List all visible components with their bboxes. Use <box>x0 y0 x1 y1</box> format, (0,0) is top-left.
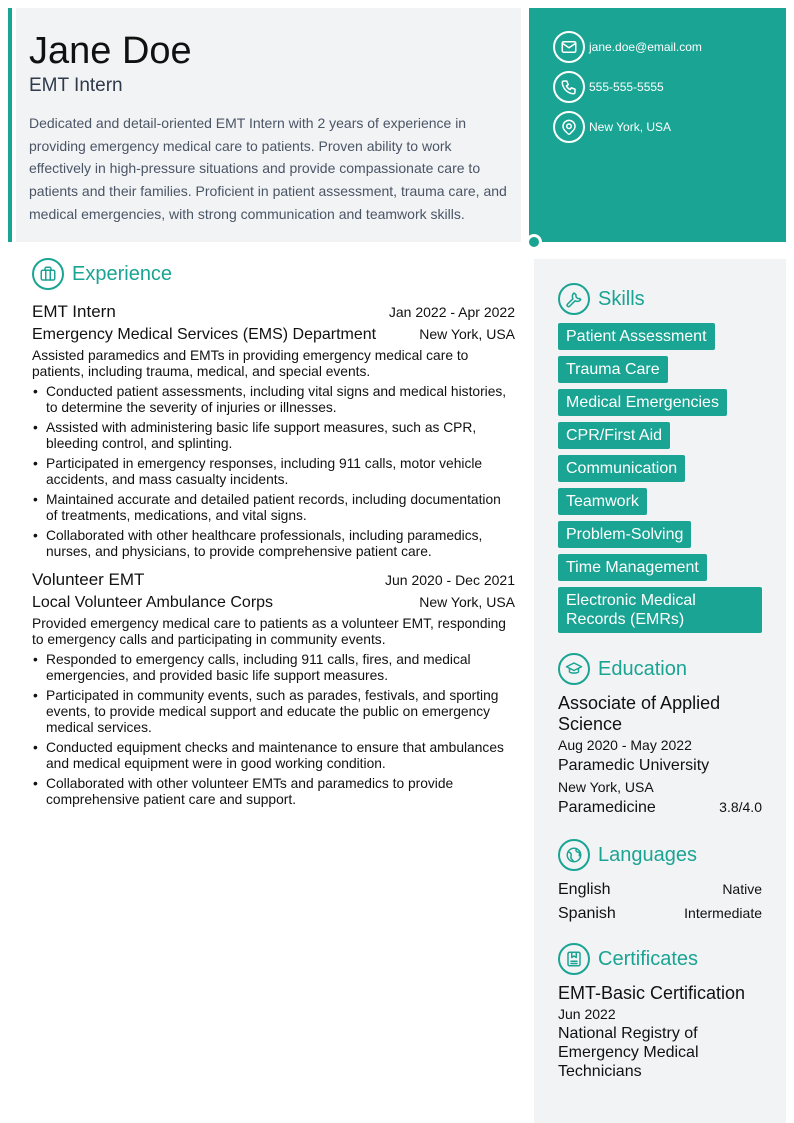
phone-icon <box>553 71 585 103</box>
job-title: EMT Intern <box>32 302 116 321</box>
certificate-name: EMT-Basic Certification <box>558 983 746 1003</box>
skills-section <box>558 283 762 639</box>
skill-tag: CPR/First Aid <box>558 422 670 449</box>
header-dot-ornament <box>526 234 542 250</box>
certificate-date: Jun 2022 <box>558 1006 616 1022</box>
certificates-section <box>558 943 762 1081</box>
certificates-title: Certificates <box>598 947 699 970</box>
job-location: New York, USA <box>419 594 515 610</box>
email-text: jane.doe@email.com <box>589 40 702 54</box>
languages-heading <box>558 839 762 871</box>
experience-title: Experience <box>72 262 173 285</box>
certificate-issuer: National Registry of Emergency Medical Technicians <box>558 1025 699 1080</box>
graduation-cap-icon <box>558 653 590 685</box>
map-pin-icon <box>553 111 585 143</box>
skill-tag: Problem-Solving <box>558 521 691 548</box>
language-row <box>558 879 762 901</box>
school-location: New York, USA <box>558 779 654 795</box>
language-level: Intermediate <box>684 905 762 921</box>
experience-heading <box>32 258 515 290</box>
skill-tag: Medical Emergencies <box>558 389 727 416</box>
location-text: New York, USA <box>589 120 672 134</box>
contact-email[interactable] <box>553 31 786 63</box>
job-bullet: • Maintained accurate and detailed patient records, including documentation of treatments, medications, and vital signs. <box>46 492 515 524</box>
skills-list <box>558 323 762 639</box>
phone-text: 555-555-5555 <box>589 80 664 94</box>
language-name: Spanish <box>558 905 616 922</box>
candidate-name: Jane Doe <box>29 30 192 72</box>
globe-icon <box>558 839 590 871</box>
job-bullet: • Participated in community events, such as parades, festivals, and sporting events, to provide medical support and educate the public on emergency medical services. <box>46 688 515 736</box>
education-dates: Aug 2020 - May 2022 <box>558 737 692 753</box>
language-level: Native <box>722 881 762 897</box>
field-of-study: Paramedicine <box>558 799 656 816</box>
job-entry <box>32 568 515 808</box>
job-location: New York, USA <box>419 326 515 342</box>
skill-tag: Time Management <box>558 554 707 581</box>
job-bullet: • Responded to emergency calls, including 911 calls, fires, and medical emergencies, and provided basic life support measures. <box>46 652 515 684</box>
languages-section <box>558 839 762 925</box>
languages-title: Languages <box>598 843 697 866</box>
job-dates: Jun 2020 - Dec 2021 <box>385 572 515 588</box>
skill-tag: Trauma Care <box>558 356 668 383</box>
experience-section <box>32 258 515 812</box>
school-name: Paramedic University <box>558 757 710 774</box>
sidebar <box>534 259 786 1123</box>
wrench-icon <box>558 283 590 315</box>
job-organization: Emergency Medical Services (EMS) Department <box>32 326 377 343</box>
skill-tag: Patient Assessment <box>558 323 715 350</box>
job-entry <box>32 300 515 560</box>
job-bullet: • Collaborated with other healthcare professionals, including paramedics, nurses, and physicians, to provide comprehensive patient care. <box>46 528 515 560</box>
job-dates: Jan 2022 - Apr 2022 <box>388 304 515 320</box>
education-title: Education <box>598 657 687 680</box>
envelope-icon <box>553 31 585 63</box>
contact-location <box>553 111 786 143</box>
skill-tag: Teamwork <box>558 488 647 515</box>
job-bullets <box>32 652 515 808</box>
language-name: English <box>558 881 611 898</box>
education-section <box>558 653 762 819</box>
gpa: 3.8/4.0 <box>719 799 762 815</box>
contact-panel <box>529 8 786 242</box>
certificate-icon <box>558 943 590 975</box>
certificates-heading <box>558 943 762 975</box>
summary: Dedicated and detail-oriented EMT Intern with 2 years of experience in providing emergency medical care to patients. Proven ability to work effectively in high-pressure situations and provide compassionate care to patients and their families. Proficient in patient assessment, trauma care, and medical emergencies, with strong communication and teamwork skills. <box>29 115 507 222</box>
contact-phone[interactable] <box>553 71 786 103</box>
job-bullet: • Assisted with administering basic life support measures, such as CPR, bleeding control, and splinting. <box>46 420 515 452</box>
job-bullets <box>32 384 515 560</box>
education-heading <box>558 653 762 685</box>
header <box>16 8 521 242</box>
briefcase-icon <box>32 258 64 290</box>
job-bullet: • Collaborated with other volunteer EMTs and paramedics to provide comprehensive patient care and support. <box>46 776 515 808</box>
header-accent-bar <box>8 8 12 242</box>
skill-tag: Communication <box>558 455 685 482</box>
skill-tag: Electronic Medical Records (EMRs) <box>558 587 762 633</box>
job-bullet: • Participated in emergency responses, including 911 calls, motor vehicle accidents, and mass casualty incidents. <box>46 456 515 488</box>
skills-heading <box>558 283 762 315</box>
job-title: Volunteer EMT <box>32 570 145 589</box>
job-description: Assisted paramedics and EMTs in providing emergency medical care to patients, including trauma, medical, and special events. <box>32 348 469 379</box>
candidate-title: EMT Intern <box>29 75 123 96</box>
job-bullet: • Conducted equipment checks and maintenance to ensure that ambulances and medical equipment were in good working condition. <box>46 740 515 772</box>
job-description: Provided emergency medical care to patients as a volunteer EMT, responding to emergency calls and participating in community events. <box>32 616 506 647</box>
skills-title: Skills <box>598 287 645 310</box>
language-row <box>558 903 762 925</box>
job-organization: Local Volunteer Ambulance Corps <box>32 594 274 611</box>
job-bullet: • Conducted patient assessments, including vital signs and medical histories, to determine the severity of injuries or illnesses. <box>46 384 515 416</box>
degree: Associate of Applied Science <box>558 693 721 734</box>
